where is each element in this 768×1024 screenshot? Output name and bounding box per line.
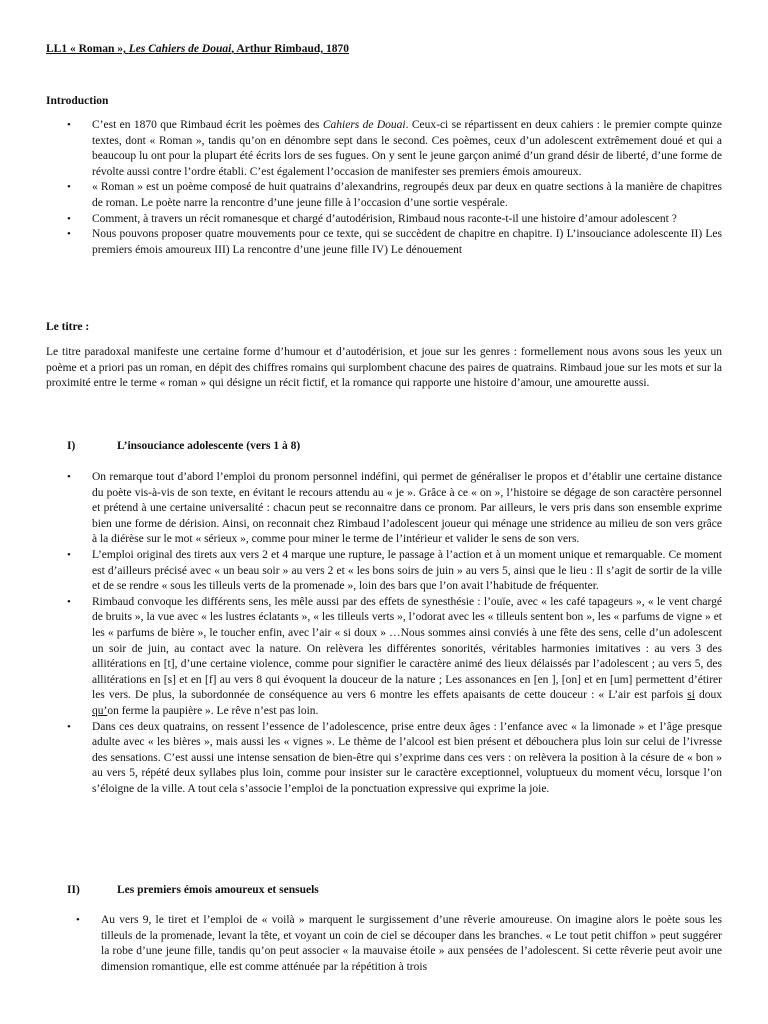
list-item: • Comment, à travers un récit romanesque et chargé d’autodérision, Rimbaud nous raconte-t-il une histoire d’amour adolescent ? [46,212,722,228]
introduction-list [46,118,722,258]
title-work: Les Cahiers de Douai [128,43,232,55]
section-1-list [46,470,722,797]
list-item: • L’emploi original des tirets aux vers 2 et 4 marque une rupture, le passage à l’action et à un moment unique et remarquable. Ce moment est d’ailleurs précisé avec « un beau soir » au vers 2 et « les bons soirs de juin » au vers 5, ainsi que le lieu : Il s’agit de sortir de la ville et de se rendre « sous les tilleuls verts de la promenade », loin des bars que l’on avait l’habitude de fréquenter. [46,548,722,595]
list-item: • On remarque tout d’abord l’emploi du pronom personnel indéfini, qui permet de généraliser le propos et d’établir une certaine distance du poète vis-à-vis de son texte, en évitant le recours attendu au « je ». Grâce à ce « on », l’histoire se dégage de son caractère personnel et prétend à une certaine universalité : chacun peut se reconnaitre dans ce pronom. Par ailleurs, le vers pris dans son ensemble exprime bien une forme de dérision. Ainsi, on reconnait chez Rimbaud l’adolescent joueur qui ménage une stridence au milieu de son vers grâce à la diérèse sur le mot « sérieux », comme pour miner le terme de l’intérieur et valider le sens de son vers. [46,470,722,548]
section-2-list [46,913,722,975]
document-title: LL1 « Roman », Les Cahiers de Douai, Arthur Rimbaud, 1870 [46,43,349,55]
titre-heading: Le titre : [46,321,90,333]
list-item: • C’est en 1870 que Rimbaud écrit les poèmes des Cahiers de Douai. Ceux-ci se répartissent en deux cahiers : le premier compte quinze textes, dont « Roman », tandis qu’on en dénombre sept dans le second. Ces poèmes, ceux d’un adolescent extrêmement doué et qui a beaucoup lu ont pour la plupart été écrits lors de ses fugues. On y sent le jeune garçon animé d’un grand désir de liberté, d’une forme de révolte aussi contre l’ordre établi. C’est également l’occasion de manifester ses premiers émois amoureux. [46,118,722,180]
section-1-heading: I) L’insouciance adolescente (vers 1 à 8) [67,440,301,452]
titre-paragraph: Le titre paradoxal manifeste une certaine forme d’humour et d’autodérision, et joue sur les genres : formellement nous avons sous les yeux un poème et a priori pas un roman, en dépit des chiffres romains qui surplombent chacune des paires de quatrains. Rimbaud joue sur les mots et sur la proximité entre le terme « roman » qui désigne un récit fictif, et la romance qui rapporte une histoire d’amour, une amourette aussi. [46,346,722,390]
list-item: • « Roman » est un poème composé de huit quatrains d’alexandrins, regroupés deux par deux en quatre sections à la manière de chapitres de roman. Le poète narre la rencontre d’une jeune fille à l’occasion d’une sortie vespérale. [46,180,722,211]
list-item: • Au vers 9, le tiret et l’emploi de « voilà » marquent le surgissement d’une rêverie amoureuse. On imagine alors le poète sous les tilleuls de la promenade, levant la tête, et voyant un coin de ciel se découper dans les branches. « Le tout petit chiffon » peut suggérer la robe d’une jeune fille, tandis qu’on peut associer « la mauvaise étoile » aux pensées de l’adolescent. Si cette rêverie peut avoir une dimension romantique, elle est comme atténuée par la répétition à trois [46,913,722,975]
list-item: • Nous pouvons proposer quatre mouvements pour ce texte, qui se succèdent de chapitre en chapitre. I) L’insouciance adolescente II) Les premiers émois amoureux III) La rencontre d’une jeune fille IV) Le dénouement [46,227,722,258]
introduction-heading: Introduction [46,95,109,107]
section-2-heading: II) Les premiers émois amoureux et sensuels [67,884,319,896]
list-item: • Rimbaud convoque les différents sens, les mêle aussi par des effets de synesthésie : l’ouïe, avec « les café tapageurs », « le vent chargé de bruits », la vue avec « les lustres éclatants », « les tilleuls verts », l’odorat avec les « tilleuls sentent bon », les « parfums de vigne » et les « parfums de bière », le toucher enfin, avec l’air « si doux » …Nous sommes ainsi conviés à une fête des sens, celle d’un adolescent un soir de juin, au contact avec la nature. On relèvera les différentes sonorités, véritables harmonies imitatives : au vers 3 des allitérations en [t], d’une certaine violence, comme pour signifier le caractère animé des lieux délaissés par l’adolescent ; au vers 5, des allitérations en [s] et en [f] au vers 8 qui évoquent la douceur de la nature ; Les assonances en [en ], [on] et en [um] permettent d’étirer les vers. De plus, la subordonnée de conséquence au vers 6 montre les effets apaisants de cette douceur : « L’air est parfois si doux qu’on ferme la paupière ». Le rêve n’est pas loin. [46,595,722,720]
list-item: • Dans ces deux quatrains, on ressent l’essence de l’adolescence, prise entre deux âges : l’enfance avec « la limonade » et l’âge presque adulte avec « les bières », mais aussi les « vignes ». Le thème de l’alcool est bien présent et débouchera plus loin sur celui de l’ivresse des sensations. C’est aussi une intense sensation de bien-être qui s’exprime dans ces vers : on relèvera la position à la césure de « bon » au vers 5, répété deux syllabes plus loin, comme pour insister sur le caractère exceptionnel, voluptueux du moment vécu, lorsque l’on s’éloigne de la ville. A tout cela s’associe l’emploi de la ponctuation expressive qui exprime la joie. [46,720,722,798]
